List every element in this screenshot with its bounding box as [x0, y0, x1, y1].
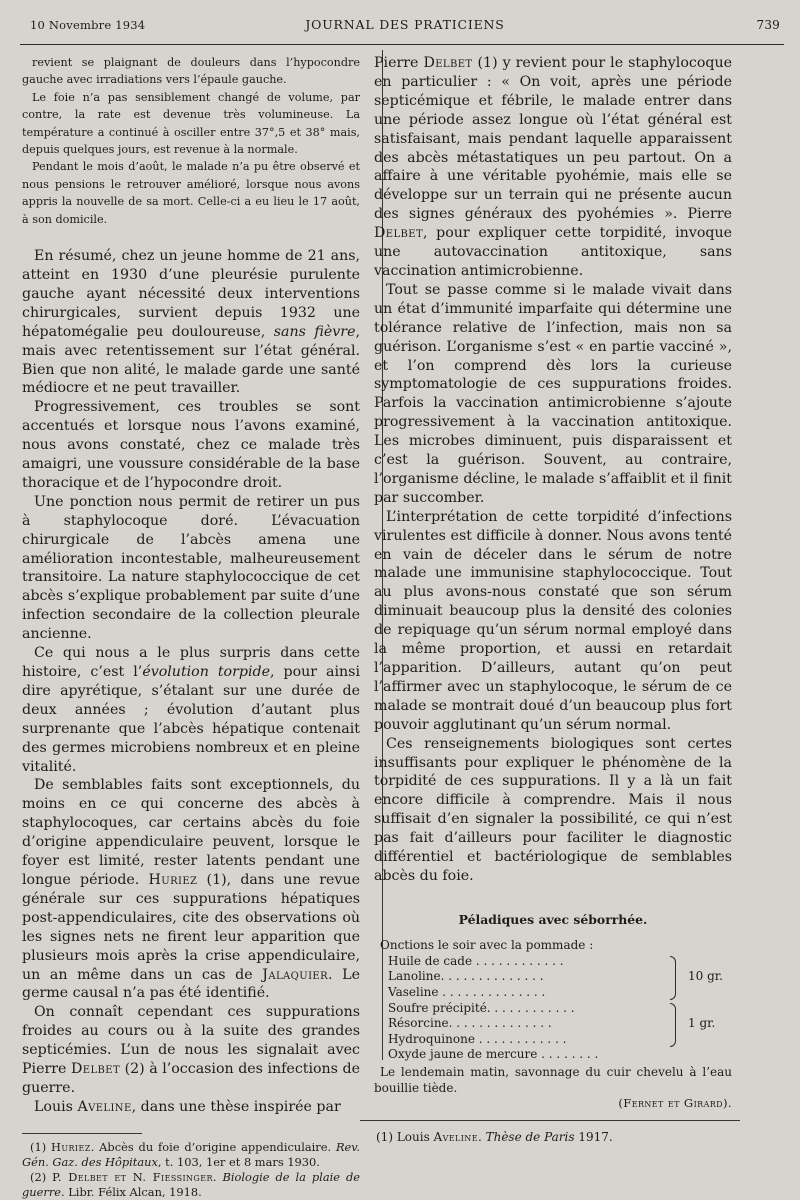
spacer: [22, 228, 360, 247]
discussion-continued: [374, 54, 732, 886]
paragraph: Louis Aveline, dans une thèse inspirée par: [34, 1098, 341, 1115]
right-column: [374, 54, 732, 1144]
brace: [670, 1003, 676, 1047]
brace: [670, 956, 676, 1000]
ingredient-row: Soufre précipité. . . . . . . . . . . .: [388, 1000, 575, 1015]
footnote: (2) P. Delbet et N. Fiessinger. Biologie de la plaie de guerre. Libr. Félix Alcan, 1918.: [22, 1169, 360, 1199]
footnote: (1) Huriez. Abcès du foie d’origine appendiculaire. Rev. Gén. Gaz. des Hôpitaux, t. 103, 1er et 8 mars 1930.: [22, 1139, 360, 1169]
dose-label: 10 gr.: [688, 968, 723, 983]
footnote-rule: [22, 1133, 142, 1134]
ingredient-row: Oxyde jaune de mercure . . . . . . . .: [388, 1047, 599, 1062]
page-number: 739: [756, 18, 780, 32]
discussion: [22, 247, 360, 1117]
paragraph: Tout se passe comme si le malade vivait dans un état d’immunité imparfaite qui détermine une tolérance relative de l’infection, mais non sa guérison. L’organisme s’est « en partie vacciné », et l’on comprend dès lors la curieuse symptomatologie de ces suppurations froides. Parfois la vaccination antimicrobienne s’ajoute progressivement à la vaccination antitoxique. Les microbes diminuent, puis disparaissent et c’est la guérison. Souvent, au contraire, l’organisme décline, le malade s’affaiblit et il finit par succomber.: [374, 281, 732, 506]
ingredient-list: [388, 954, 732, 1063]
left-column: [22, 54, 360, 1200]
paragraph: On connaît cependant ces suppurations froides au cours ou à la suite des grandes septicémies. L’un de nous les signalait avec Pierre Delbet (2) à l’occasion des infections de guerre.: [22, 1004, 360, 1096]
left-footnotes: [22, 1140, 360, 1200]
prescription-title: Péladiques avec séborrhée.: [458, 911, 648, 927]
right-footnote: (1) Louis Aveline. Thèse de Paris 1917.: [376, 1130, 613, 1145]
paragraph: Une ponction nous permit de retirer un pus à staphylocoque doré. L’évacuation chirurgicale de l’abcès amena une amélioration incontestable, malheureusement transitoire. La nature staphylococcique de cet abcès s’explique probablement par suite d’une infection secondaire de la collection pleurale ancienne.: [22, 493, 360, 643]
case-report-continuation: [22, 54, 360, 228]
prescription-intro: Onctions le soir avec la pommade :: [380, 937, 594, 952]
paragraph: Le foie n’a pas sensiblement changé de volume, par contre, la rate est devenue très volumineuse. La température a continué à osciller entre 37°,5 et 38° mais, depuis quelques jours, est revenue à la normale.: [22, 90, 360, 157]
ingredient-row: Hydroquinone . . . . . . . . . . . .: [388, 1031, 567, 1046]
footnote-rule: [360, 1120, 740, 1121]
prescription-note: Le lendemain matin, savonnage du cuir chevelu à l’eau bouillie tiède.: [374, 1065, 732, 1096]
paragraph: Pendant le mois d’août, le malade n’a pu être observé et nous pensions le retrouver amélioré, lorsque nous avons appris la nouvelle de sa mort. Celle-ci a eu lieu le 17 août, à son domicile.: [22, 160, 360, 226]
prescription-source: (Fernet et Girard).: [618, 1096, 732, 1111]
paragraph: Ces renseignements biologiques sont certes insuffisants pour expliquer le phénomène de la torpidité de ces suppurations. Il y a là un fait encore difficile à comprendre. Mais il nous suffisait d’en signaler la possibilité, ce qui n’est pas fait d’ailleurs pour faciliter le diagnostic différentiel et bactériologique de semblables abcès du foie.: [374, 735, 732, 884]
paragraph: En résumé, chez un jeune homme de 21 ans, atteint en 1930 d’une pleurésie purulente gauche ayant nécessité deux interventions chirurgicales, survient depuis 1932 une hépatomégalie peu douloureuse, sans fièvre, mais avec retentissement sur l’état général. Bien que non alité, le malade garde une santé médiocre et ne peut travailler.: [22, 248, 360, 397]
paragraph: De semblables faits sont exceptionnels, du moins en ce qui concerne des abcès à staphylocoques, car certains abcès du foie d’origine appendiculaire peuvent, lorsque le foyer est limité, rester latents pendant une longue période. Huriez (1), dans une revue générale sur ces suppurations hépatiques post-appendiculaires, cite des observations où les signes nets ne firent leur apparition que plusieurs mois après la crise appendiculaire, un an même dans un cas de Jalaquier. Le germe causal n’a pas été identifié.: [22, 777, 360, 1002]
ingredient-row: Lanoline. . . . . . . . . . . . . .: [388, 969, 544, 984]
header-rule: [20, 44, 784, 45]
issue-date: 10 Novembre 1934: [30, 18, 146, 32]
paragraph: Ce qui nous a le plus surpris dans cette histoire, c’est l’évolution torpide, pour ainsi dire apyrétique, s’étalant sur une durée de deux années ; évolution d’autant plus surprenante que l’abcès hépatique contenait des germes microbiens nombreux et en pleine vitalité.: [22, 645, 360, 775]
paragraph: revient se plaignant de douleurs dans l’hypocondre gauche avec irradiations vers l’épaule gauche.: [22, 56, 360, 87]
page-header: [30, 16, 780, 36]
journal-title: JOURNAL DES PRATICIENS: [305, 17, 505, 32]
paragraph: Pierre Delbet (1) y revient pour le staphylocoque en particulier : « On voit, après une période septicémique et fébrile, le malade entrer dans une période assez longue où l’état général est satisfaisant, mais pendant laquelle apparaissent des abcès métastatiques un peu partout. On a affaire à une véritable pyohémie, mais elle se développe sur un terrain qui ne présente aucun des signes généraux des pyohémies ». Pierre Delbet, pour expliquer cette torpidité, invoque une autovaccination antitoxique, sans vaccination antimicrobienne.: [374, 55, 732, 279]
ingredient-row: Vaseline . . . . . . . . . . . . . .: [388, 985, 546, 1000]
ingredient-row: Résorcine. . . . . . . . . . . . . .: [388, 1016, 552, 1031]
paragraph: L’interprétation de cette torpidité d’infections virulentes est difficile à donner. Nous avons tenté en vain de déceler dans le sérum de notre malade une immunisine staphylococcique. Tout au plus avons-nous constaté que son sérum diminuait beaucoup plus la densité des colonies de repiquage qu’un sérum normal employé dans la même proportion, et aussi en retardait l’apparition. D’ailleurs, autant qu’on peut l’affirmer avec un staphylocoque, le sérum de ce malade se montrait doué d’un beaucoup plus fort pouvoir agglutinant qu’un sérum normal.: [374, 508, 732, 733]
paragraph: Progressivement, ces troubles se sont accentués et lorsque nous l’avons examiné, nous avons constaté, chez ce malade très amaigri, une voussure considérable de la base thoracique et de l’hypocondre droit.: [22, 399, 360, 491]
prescription-box: [374, 912, 732, 1110]
dose-label: 1 gr.: [688, 1015, 716, 1030]
ingredient-row: Huile de cade . . . . . . . . . . . .: [388, 953, 564, 968]
